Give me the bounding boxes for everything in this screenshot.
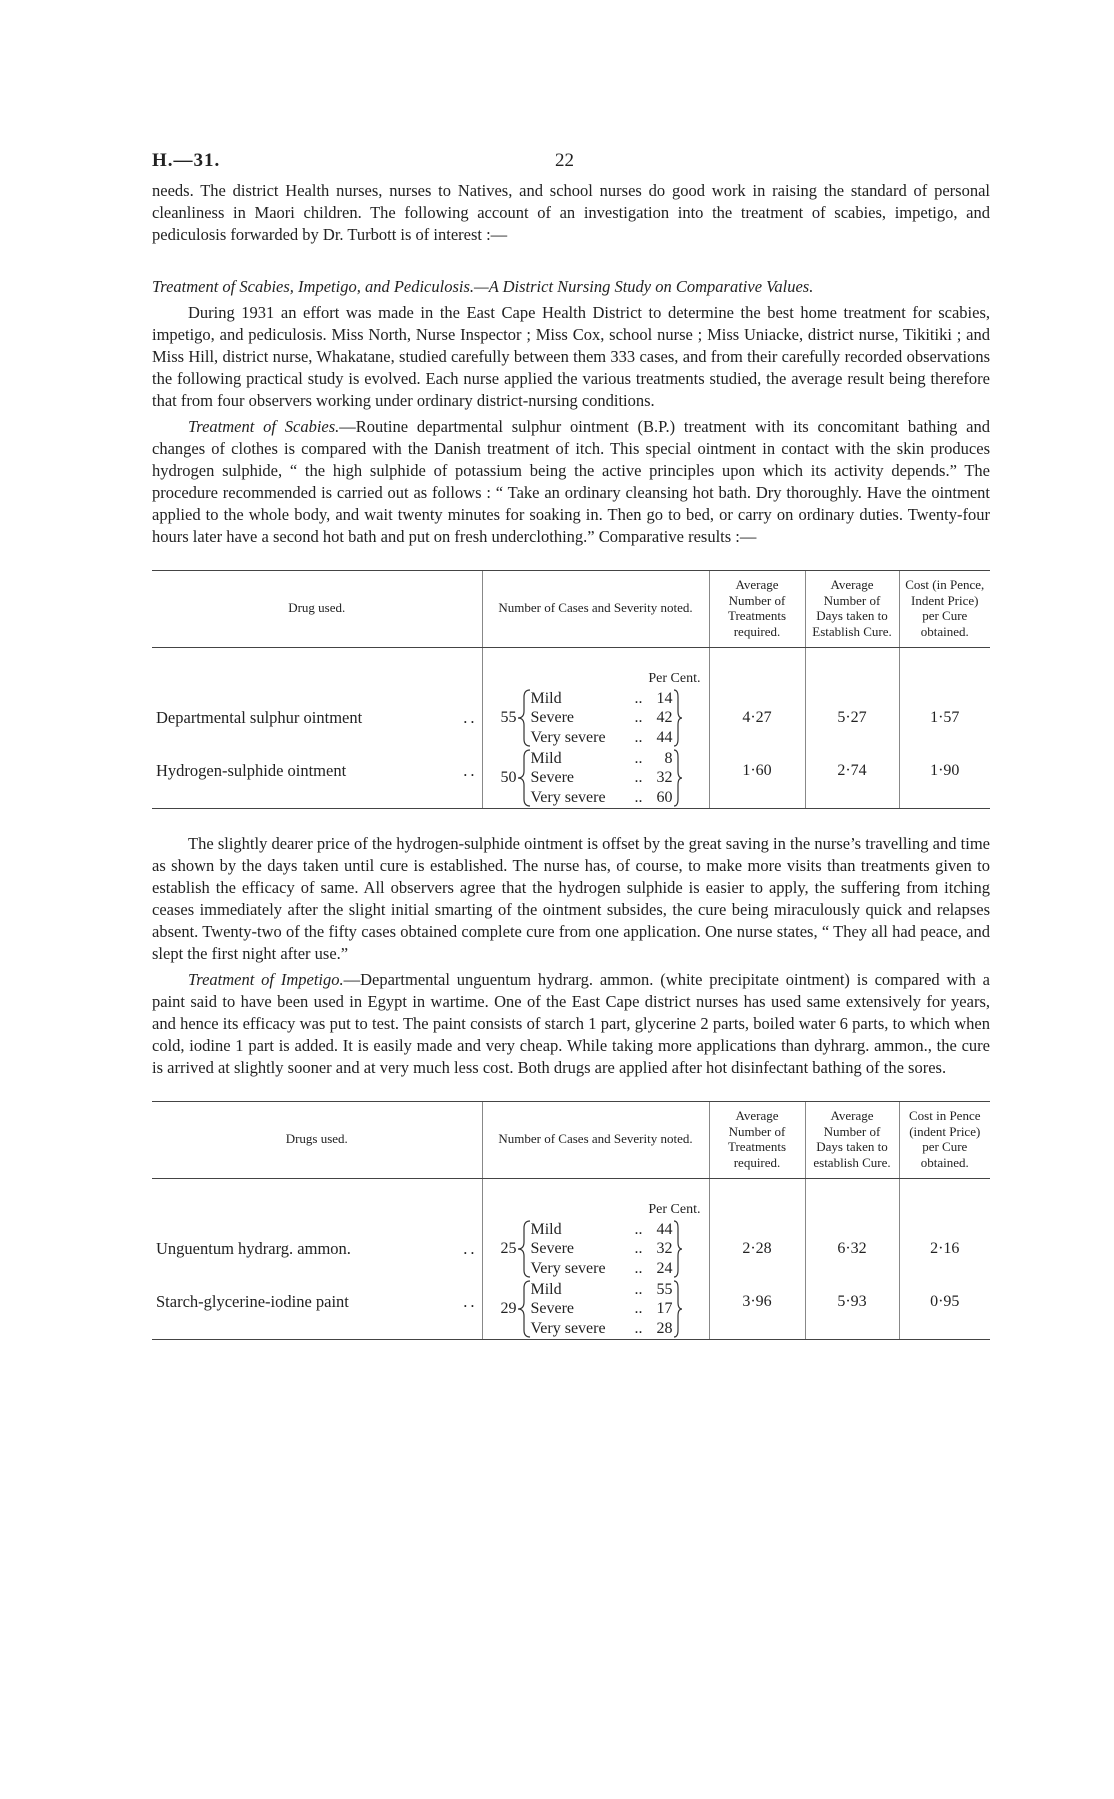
- case-total: 55: [500, 709, 517, 726]
- case-total: 50: [500, 769, 517, 786]
- cost-value: 0·95: [899, 1279, 990, 1340]
- table-header-row: [152, 1102, 990, 1179]
- scabies-label: Treatment of Scabies.: [188, 417, 340, 436]
- impetigo-text: —Departmental unguentum hydrarg. ammon. (white precipitate ointment) is compared with a paint said to have been used in Egypt in wartime. One of the East Cape district nurses has used same extensively for years, and hence its efficacy was put to test. The paint consists of starch 1 part, glycerine 2 parts, boiled water 6 parts, to which when cold, iodine 1 part is added. It is easily made and very cheap. While taking more applications than dyhrarg. ammon., the cure is arrived at slightly sooner and at very much less cost. Both drugs are applied after hot disinfectant bathing of the sores.: [152, 970, 990, 1077]
- col-drug-used: Drug used.: [152, 571, 482, 648]
- col-cost: Cost in Pence (indent Price) per Cure obtained.: [899, 1102, 990, 1179]
- avg-days-value: 5·27: [805, 688, 899, 748]
- severity-row: Very severe .. 44: [530, 728, 673, 746]
- avg-treatments-value: 4·27: [709, 688, 805, 748]
- drug-name: Starch-glycerine-iodine paint ..: [152, 1279, 482, 1340]
- right-brace-icon: [673, 749, 683, 807]
- severity-cell: [482, 688, 709, 748]
- col-avg-treatments: Average Number of Treatments required.: [709, 571, 805, 648]
- col-cases-severity: Number of Cases and Severity noted.: [482, 1102, 709, 1179]
- left-brace-icon: [517, 1280, 531, 1338]
- per-cent-label: Per Cent.: [482, 1201, 709, 1219]
- during-paragraph: During 1931 an effort was made in the East Cape Health District to determine the best home treatment for scabies, impetigo, and pediculosis. Miss North, Nurse Inspector ; Miss Cox, school nurse ; Miss Uniacke, district nurse, Tikitiki ; and Miss Hill, district nurse, Whakatane, studied carefully between them 333 cases, and from their carefully recorded observations the following practical study is evolved. Each nurse applied the various treatments studied, the average result being therefore that from four observers working under ordinary district-nursing conditions.: [152, 303, 990, 410]
- cost-value: 1·57: [899, 688, 990, 748]
- col-drugs-used: Drugs used.: [152, 1102, 482, 1179]
- impetigo-paragraph: [152, 969, 990, 1079]
- document-reference: H.—31.: [152, 150, 221, 171]
- avg-days-value: 2·74: [805, 748, 899, 809]
- left-brace-icon: [517, 689, 531, 747]
- severity-row: Very severe .. 60: [530, 788, 673, 806]
- table-row: [152, 748, 990, 809]
- document-page: [152, 150, 990, 1340]
- scabies-results-table: [152, 570, 990, 809]
- case-total: 29: [500, 1300, 517, 1317]
- severity-row: Severe .. 32: [530, 769, 673, 787]
- severity-row: Severe .. 32: [530, 1240, 673, 1258]
- severity-cell: [482, 1219, 709, 1279]
- col-avg-days: Average Number of Days taken to Establish Cure.: [805, 571, 899, 648]
- impetigo-label: Treatment of Impetigo.: [188, 970, 344, 989]
- avg-treatments-value: 1·60: [709, 748, 805, 809]
- section-heading: Treatment of Scabies, Impetigo, and Pediculosis.—A District Nursing Study on Comparative Values.: [152, 277, 814, 296]
- table-row: [152, 1219, 990, 1279]
- scabies-paragraph: [152, 416, 990, 548]
- severity-row: Severe .. 42: [530, 709, 673, 727]
- per-cent-label: Per Cent.: [482, 670, 709, 688]
- page-header: [152, 150, 990, 180]
- right-brace-icon: [673, 1220, 683, 1278]
- section-title: Treatment of Scabies, Impetigo, and Pediculosis.: [152, 277, 475, 296]
- left-brace-icon: [517, 1220, 531, 1278]
- severity-cell: [482, 1279, 709, 1340]
- drug-name: Departmental sulphur ointment ..: [156, 708, 478, 727]
- col-cost: Cost (in Pence, Indent Price) per Cure obtained.: [899, 571, 990, 648]
- right-brace-icon: [673, 689, 683, 747]
- avg-days-value: 5·93: [805, 1279, 899, 1340]
- section-subtitle: A District Nursing Study on Comparative Values.: [488, 277, 814, 296]
- right-brace-icon: [673, 1280, 683, 1338]
- avg-treatments-value: 3·96: [709, 1279, 805, 1340]
- table-header-row: [152, 571, 990, 648]
- severity-row: Mild .. 44: [530, 1220, 673, 1238]
- drug-name: Unguentum hydrarg. ammon. ..: [156, 1239, 478, 1258]
- intro-paragraph: needs. The district Health nurses, nurses to Natives, and school nurses do good work in raising the standard of personal cleanliness in Maori children. The following account of an investigation into the treatment of scabies, impetigo, and pediculosis forwarded by Dr. Turbott is of interest :—: [152, 181, 990, 244]
- severity-row: Very severe .. 24: [530, 1259, 673, 1277]
- cost-value: 1·90: [899, 748, 990, 809]
- avg-treatments-value: 2·28: [709, 1219, 805, 1279]
- col-cases-severity: Number of Cases and Severity noted.: [482, 571, 709, 648]
- severity-row: Mild .. 8: [530, 749, 673, 767]
- left-brace-icon: [517, 749, 531, 807]
- severity-row: Mild .. 14: [530, 689, 673, 707]
- severity-row: Very severe .. 28: [530, 1319, 673, 1337]
- severity-cell: [482, 748, 709, 809]
- cost-value: 2·16: [899, 1219, 990, 1279]
- scabies-text: —Routine departmental sulphur ointment (B.P.) treatment with its concomitant bathing and changes of clothes is compared with the Danish treatment of itch. This special ointment in contact with the skin produces hydrogen sulphide, “ the high sulphide of potassium being the active principles upon which its activity depends.” The procedure recommended is carried out as follows : “ Take an ordinary cleansing hot bath. Dry thoroughly. Have the ointment applied to the whole body, and wait twenty minutes for soaking in. Then go to bed, or carry on ordinary duties. Twenty-four hours later have a second hot bath and put on fresh underclothing.” Comparative results :—: [152, 417, 991, 546]
- dearer-price-paragraph: The slightly dearer price of the hydrogen-sulphide ointment is offset by the great saving in the nurse’s travelling and time as shown by the days taken until cure is established. The nurse has, of course, to make more visits than treatments given to establish the efficacy of same. All observers agree that the hydrogen sulphide is easier to apply, the suffering from itching ceases immediately after the slight initial smarting of the ointment subsides, the cure being miraculously quick and relapses absent. Twenty-two of the fifty cases obtained complete cure from one application. One nurse states, “ They all had peace, and slept the first night after use.”: [152, 834, 990, 963]
- table-row: [152, 1279, 990, 1340]
- table-row: [152, 688, 990, 748]
- drug-name: Hydrogen-sulphide ointment ..: [152, 748, 482, 809]
- impetigo-results-table: [152, 1101, 990, 1340]
- col-avg-treatments: Average Number of Treatments required.: [709, 1102, 805, 1179]
- col-avg-days: Average Number of Days taken to establish Cure.: [805, 1102, 899, 1179]
- avg-days-value: 6·32: [805, 1219, 899, 1279]
- severity-row: Severe .. 17: [530, 1300, 673, 1318]
- case-total: 25: [500, 1240, 517, 1257]
- severity-row: Mild .. 55: [530, 1280, 673, 1298]
- page-number: 22: [555, 150, 574, 171]
